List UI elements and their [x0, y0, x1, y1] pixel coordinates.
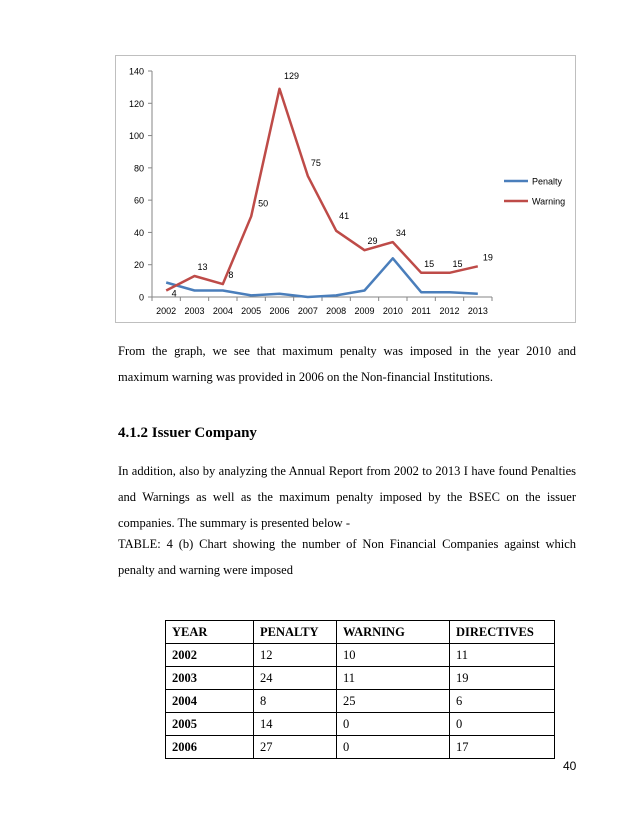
cell-penalty: 14: [254, 713, 337, 736]
cell-directives: 0: [450, 713, 555, 736]
cell-year: 2002: [166, 644, 254, 667]
y-tick-label: 60: [133, 195, 144, 206]
x-tick-label: 2006: [269, 306, 290, 316]
cell-penalty: 27: [254, 736, 337, 759]
cell-warning: 0: [337, 736, 450, 759]
paragraph-graph-summary: From the graph, we see that maximum penalty was imposed in the year 2010 and maximum warning was provided in 2006 on the Non-financial Institutions.: [118, 344, 576, 384]
data-label: 15: [424, 258, 435, 269]
y-tick-label: 0: [138, 292, 144, 303]
table-row: [166, 713, 555, 736]
x-tick-label: 2003: [184, 306, 205, 316]
data-label: 13: [197, 262, 208, 273]
data-label: 19: [482, 252, 493, 263]
line-chart: [116, 56, 575, 322]
header-penalty: PENALTY: [254, 621, 337, 644]
data-label: 15: [452, 258, 463, 269]
data-label: 41: [339, 210, 350, 221]
x-tick-label: 2007: [297, 306, 318, 316]
x-tick-label: 2002: [156, 306, 177, 316]
header-directives: DIRECTIVES: [450, 621, 555, 644]
section-heading: 4.1.2 Issuer Company: [118, 425, 257, 441]
data-label: 50: [258, 198, 269, 209]
cell-directives: 19: [450, 667, 555, 690]
chart-frame: [115, 55, 576, 323]
x-tick-label: 2011: [411, 306, 431, 316]
y-tick-label: 120: [128, 98, 144, 109]
cell-year: 2005: [166, 713, 254, 736]
x-tick-label: 2005: [241, 306, 262, 316]
penalty-warning-table: [165, 620, 555, 759]
table-row: [166, 667, 555, 690]
data-label: 4: [171, 288, 177, 299]
x-tick-label: 2010: [382, 306, 403, 316]
table-row: [166, 736, 555, 759]
cell-directives: 17: [450, 736, 555, 759]
cell-year: 2004: [166, 690, 254, 713]
cell-year: 2003: [166, 667, 254, 690]
table-row: [166, 644, 555, 667]
data-label: 75: [310, 157, 321, 168]
y-tick-label: 20: [133, 260, 144, 271]
header-warning: WARNING: [337, 621, 450, 644]
legend-label: Penalty: [532, 176, 563, 187]
table-row: [166, 690, 555, 713]
cell-year: 2006: [166, 736, 254, 759]
x-tick-label: 2004: [212, 306, 233, 316]
x-tick-label: 2013: [467, 306, 488, 316]
paragraph-intro: In addition, also by analyzing the Annual Report from 2002 to 2013 I have found Penalties and Warnings as well as the maximum penalty imposed by the BSEC on the issuer companies. The summary is presented below -: [118, 464, 576, 530]
x-tick-label: 2012: [439, 306, 460, 316]
y-tick-label: 100: [128, 131, 144, 142]
legend-label: Warning: [532, 196, 566, 207]
cell-warning: 0: [337, 713, 450, 736]
y-tick-label: 40: [133, 227, 144, 238]
y-tick-label: 140: [128, 66, 144, 77]
table-caption: TABLE: 4 (b) Chart showing the number of Non Financial Companies against which penalty and warning were imposed: [118, 537, 576, 577]
x-tick-label: 2008: [326, 306, 347, 316]
cell-penalty: 8: [254, 690, 337, 713]
data-label: 29: [367, 236, 378, 247]
page-number: 40: [563, 759, 577, 773]
y-tick-label: 80: [133, 163, 144, 174]
data-label: 8: [228, 270, 234, 281]
cell-warning: 10: [337, 644, 450, 667]
cell-warning: 11: [337, 667, 450, 690]
cell-directives: 6: [450, 690, 555, 713]
header-year: YEAR: [166, 621, 254, 644]
cell-penalty: 12: [254, 644, 337, 667]
data-label: 129: [283, 70, 300, 81]
data-label: 34: [395, 228, 406, 239]
table-header-row: [166, 621, 555, 644]
x-tick-label: 2009: [354, 306, 375, 316]
cell-penalty: 24: [254, 667, 337, 690]
cell-warning: 25: [337, 690, 450, 713]
cell-directives: 11: [450, 644, 555, 667]
